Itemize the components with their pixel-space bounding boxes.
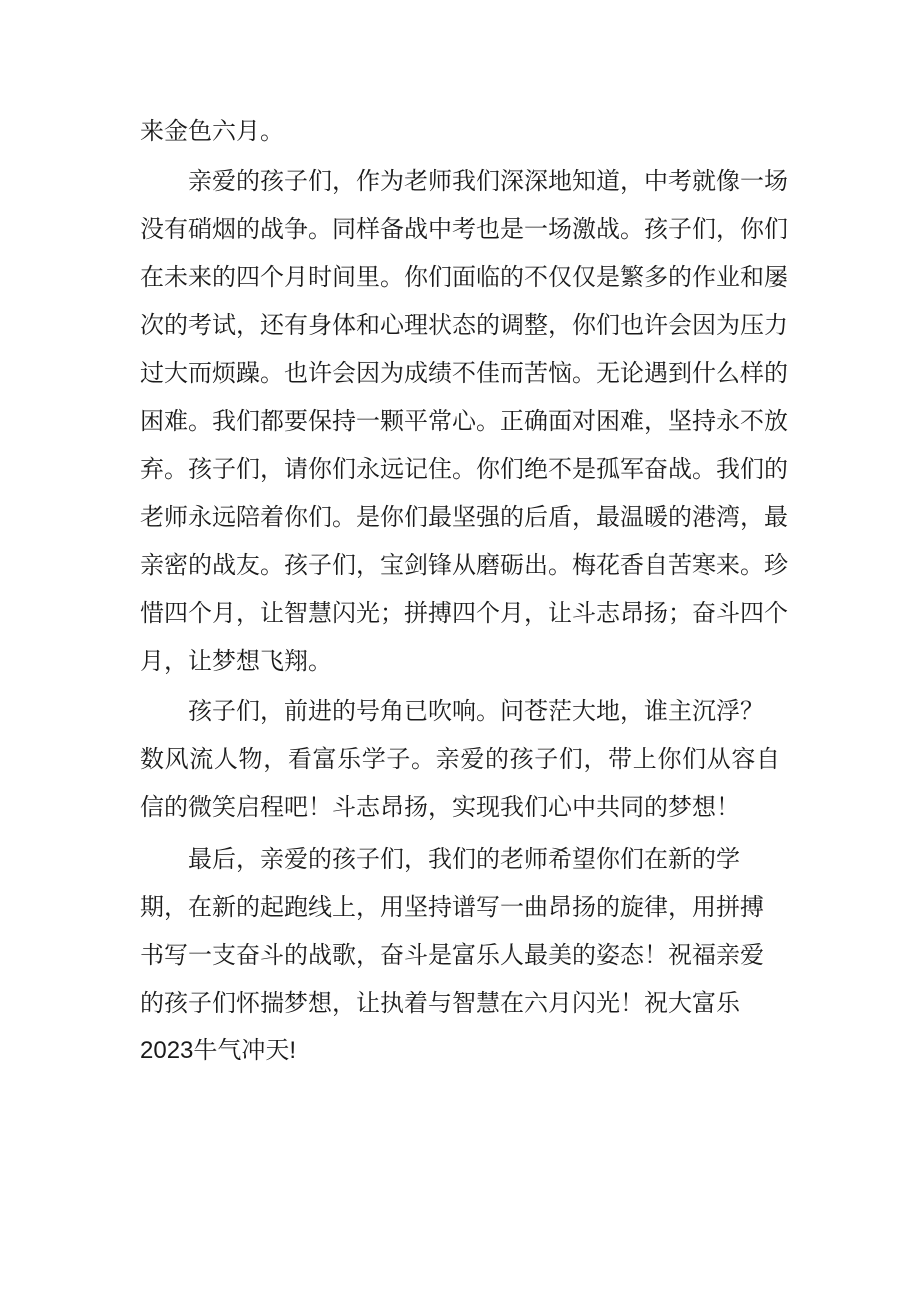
text-line: 在未来的四个月时间里。你们面临的不仅仅是繁多的作业和屡 [140, 263, 788, 291]
text-line: 困难。我们都要保持一颗平常心。正确面对困难，坚持永不放 [140, 407, 788, 435]
text-line: 过大而烦躁。也许会因为成绩不佳而苦恼。无论遇到什么样的 [140, 359, 788, 387]
text-line: 亲密的战友。孩子们，宝剑锋从磨砺出。梅花香自苦寒来。珍 [140, 551, 788, 579]
text-line: 期，在新的起跑线上，用坚持谱写一曲昂扬的旋律，用拼搏 [140, 893, 764, 921]
text-line: 惜四个月，让智慧闪光；拼搏四个月，让斗志昂扬；奋斗四个 [140, 599, 788, 627]
text-line: 的孩子们怀揣梦想，让执着与智慧在六月闪光！祝大富乐 [140, 989, 740, 1017]
text-line: 月，让梦想飞翔。 [140, 647, 332, 675]
text-line: 老师永远陪着你们。是你们最坚强的后盾，最温暖的港湾，最 [140, 503, 788, 531]
text-line: 次的考试，还有身体和心理状态的调整，你们也许会因为压力 [140, 311, 788, 339]
text-line: 孩子们，前进的号角已吹响。问苍茫大地，谁主沉浮？ [188, 697, 764, 725]
text-line: 最后，亲爱的孩子们，我们的老师希望你们在新的学 [188, 845, 740, 873]
text-line: 来金色六月。 [140, 117, 284, 145]
text-line: 没有硝烟的战争。同样备战中考也是一场激战。孩子们，你们 [140, 215, 788, 243]
text-line: 信的微笑启程吧！斗志昂扬，实现我们心中共同的梦想！ [140, 793, 740, 821]
text-line: 弃。孩子们，请你们永远记住。你们绝不是孤军奋战。我们的 [140, 455, 788, 483]
text-line: 数风流人物，看富乐学子。亲爱的孩子们，带上你们从容自 [140, 745, 780, 773]
text-line: 亲爱的孩子们，作为老师我们深深地知道，中考就像一场 [188, 167, 788, 195]
text-line: 书写一支奋斗的战歌，奋斗是富乐人最美的姿态！祝福亲爱 [140, 941, 764, 969]
text-line: 2023牛气冲天! [140, 1037, 297, 1064]
